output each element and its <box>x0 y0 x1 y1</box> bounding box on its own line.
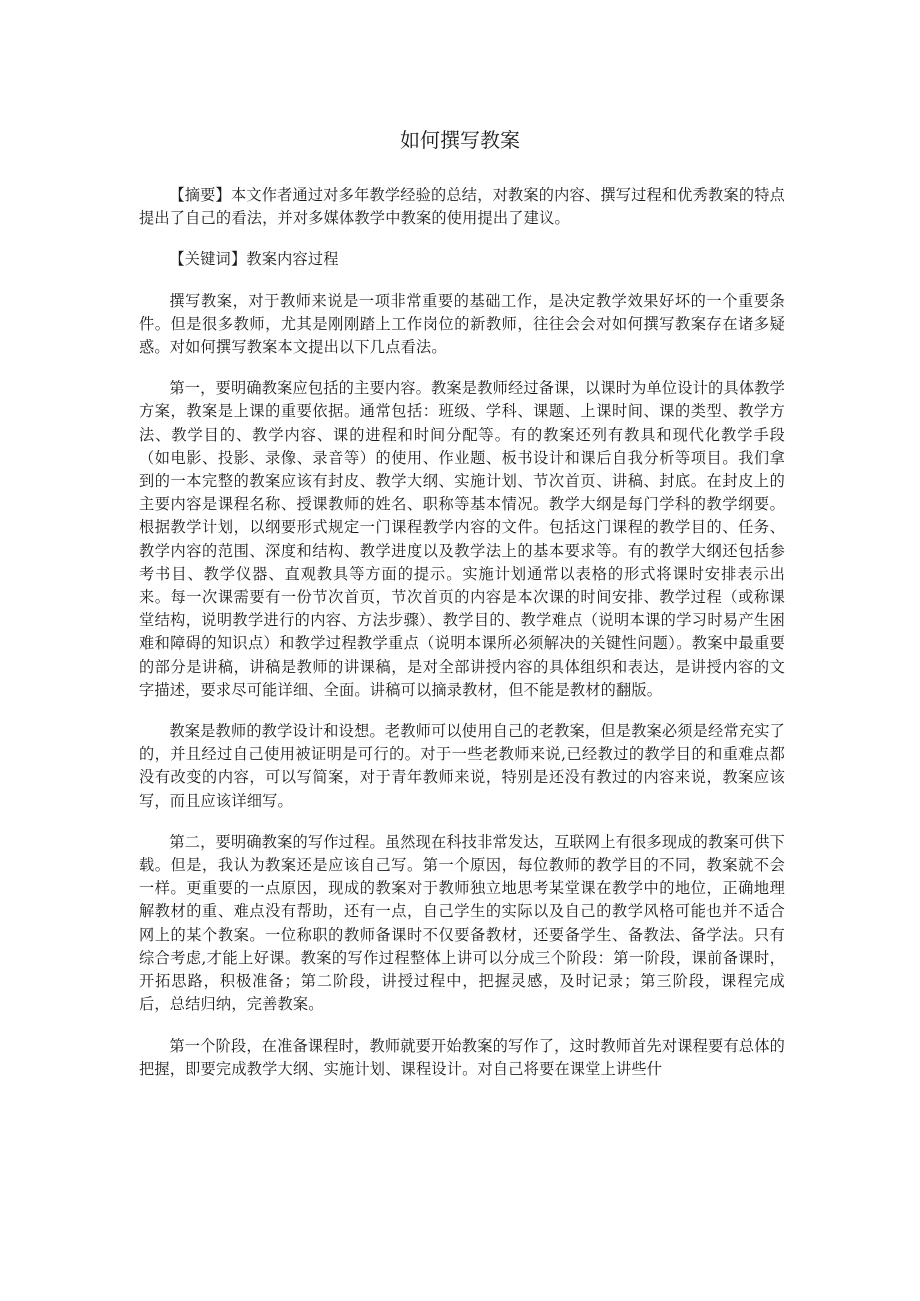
body-paragraph-2: 第一，要明确教案应包括的主要内容。教案是教师经过备课，以课时为单位设计的具体教学方案，教案是上课的重要依据。通常包括：班级、学科、课题、上课时间、课的类型、教学方法、教学目的、教学内容、课的进程和时间分配等。有的教案还列有教具和现代化教学手段（如电影、投影、录像、录音等）的使用、作业题、板书设计和课后自我分析等项目。我们拿到的一本完整的教案应该有封皮、教学大纲、实施计划、节次首页、讲稿、封底。在封皮上的主要内容是课程名称、授课教师的姓名、职称等基本情况。教学大纲是每门学科的教学纲要。根据教学计划，以纲要形式规定一门课程教学内容的文件。包括这门课程的教学目的、任务、教学内容的范围、深度和结构、教学进度以及教学法上的基本要求等。有的教学大纲还包括参考书目、教学仪器、直观教具等方面的提示。实施计划通常以表格的形式将课时安排表示出来。每一次课需要有一份节次首页，节次首页的内容是本次课的时间安排、教学过程（或称课堂结构，说明教学进行的内容、方法步骤）、教学目的、教学难点（说明本课的学习时易产生困难和障碍的知识点）和教学过程教学重点（说明本课所必须解决的关键性问题）。教案中最重要的部分是讲稿，讲稿是教师的讲课稿，是对全部讲授内容的具体组织和表达，是讲授内容的文字描述，要求尽可能详细、全面。讲稿可以摘录教材，但不能是教材的翻版。 <box>139 379 785 699</box>
document-title: 如何撰写教案 <box>400 128 520 152</box>
body-paragraph-1: 撰写教案，对于教师来说是一项非常重要的基础工作，是决定教学效果好坏的一个重要条件。但是很多教师，尤其是刚刚踏上工作岗位的新教师，往往会会对如何撰写教案存在诸多疑惑。对如何撰写教案本文提出以下几点看法。 <box>139 291 785 357</box>
document-body <box>139 184 785 1099</box>
body-paragraph-4: 第二，要明确教案的写作过程。虽然现在科技非常发达，互联网上有很多现成的教案可供下载。但是，我认为教案还是应该自己写。第一个原因，每位教师的教学目的不同，教案就不会一样。更重要的一点原因，现成的教案对于教师独立地思考某堂课在教学中的地位，正确地理解教材的重、难点没有帮助，还有一点，自己学生的实际以及自己的教学风格可能也并不适合网上的某个教案。一位称职的教师备课时不仅要备教材，还要备学生、备教法、备学法。只有综合考虑,才能上好课。教案的写作过程整体上讲可以分成三个阶段：第一阶段，课前备课时，开拓思路，积极准备；第二阶段，讲授过程中，把握灵感，及时记录；第三阶段，课程完成后，总结归纳，完善教案。 <box>139 832 785 1014</box>
body-paragraph-3: 教案是教师的教学设计和设想。老教师可以使用自己的老教案，但是教案必须是经常充实了的，并且经过自己使用被证明是可行的。对于一些老教师来说,已经教过的教学目的和重难点都没有改变的内容，可以写简案，对于青年教师来说，特别是还没有教过的内容来说，教案应该写，而且应该详细写。 <box>139 722 785 810</box>
abstract-paragraph: 【摘要】本文作者通过对多年教学经验的总结，对教案的内容、撰写过程和优秀教案的特点提出了自己的看法，并对多媒体教学中教案的使用提出了建议。 <box>139 186 785 228</box>
keywords-paragraph: 【关键词】教案内容过程 <box>169 250 339 269</box>
body-paragraph-5: 第一个阶段，在准备课程时，教师就要开始教案的写作了，这时教师首先对课程要有总体的把握，即要完成教学大纲、实施计划、课程设计。对自己将要在课堂上讲些什 <box>139 1036 785 1078</box>
